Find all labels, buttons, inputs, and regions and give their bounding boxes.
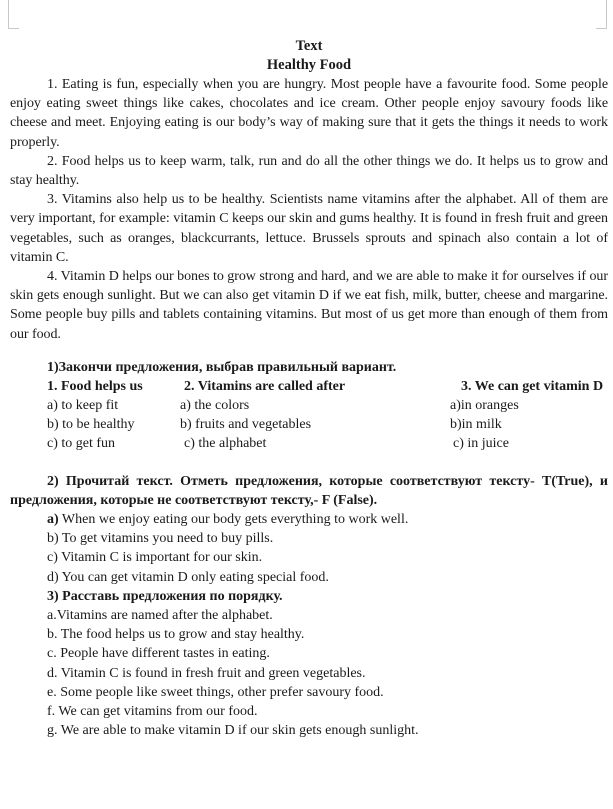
item-text: You can get vitamin D only eating special food. — [58, 569, 329, 585]
list-item: g. We are able to make vitamin D if our skin gets enough sunlight. — [47, 723, 419, 739]
list-item: f. We can get vitamins from our food. — [47, 704, 258, 720]
item-letter: b) — [47, 531, 59, 547]
section-label: Text — [295, 38, 323, 54]
item-text: Vitamin C is important for our skin. — [57, 550, 263, 566]
paragraph-4: 4. Vitamin D helps our bones to grow strong and hard, and we are able to make it for ourselves if our skin gets enough sunlight. But we can also get vitamin D if we eat fish, milk, butter, cheese and margarine. Some people buy pills and tablets containing vitamins. But most of us get more than enough of them from our food. — [10, 269, 608, 342]
document-page — [10, 37, 608, 741]
page-title: Healthy Food — [266, 57, 352, 73]
item-text: To get vitamins you need to buy pills. — [58, 531, 274, 547]
item-letter: c) — [47, 550, 58, 566]
list-item: e. Some people like sweet things, other prefer savoury food. — [47, 684, 384, 700]
task1-option: b)in milk — [450, 417, 502, 433]
task1-option: c) the alphabet — [184, 436, 267, 452]
task1-option: a) the colors — [180, 398, 250, 414]
list-item: b. The food helps us to grow and stay healthy. — [47, 627, 305, 643]
item-text: When we enjoy eating our body gets everything to work well. — [58, 512, 409, 528]
paragraph-1: 1. Eating is fun, especially when you are hungry. Most people have a favourite food. Some people enjoy eating sweet things like cakes, chocolates and ice cream. Other people enjoy savoury foods like cheese and meet. Enjoying eating is our body’s way of making sure that it gets the things it needs to work properly. — [10, 77, 608, 150]
list-item: c. People have different tastes in eating. — [47, 646, 270, 662]
list-item: d. Vitamin C is found in fresh fruit and green vegetables. — [47, 665, 366, 681]
paragraph-3: 3. Vitamins also help us to be healthy. Scientists name vitamins after the alphabet. All of them are very important, for example: vitamin C keeps our skin and gums healthy. It is found in fresh fruit and green vegetables, such as oranges, blackcurrants, lettuce. Brussels sprouts and spinach also contain a lot of vitamin C. — [10, 192, 608, 265]
task1-option: a)in oranges — [450, 398, 519, 414]
list-item — [47, 548, 608, 567]
list-item: a.Vitamins are named after the alphabet. — [47, 608, 273, 624]
task1-option: b) to be healthy — [47, 417, 135, 433]
list-item — [47, 529, 608, 548]
task1-heading: 1)Закончи предложения, выбрав правильный вариант. — [47, 359, 397, 375]
page-corner-right — [596, 0, 607, 29]
item-letter: a) — [47, 512, 59, 528]
task1-col2-head: 2. Vitamins are called after — [184, 378, 346, 394]
task1-options-grid — [47, 377, 608, 454]
task1-col3-head: 3. We can get vitamin D — [461, 378, 604, 394]
task1-option: b) fruits and vegetables — [180, 417, 312, 433]
list-item — [47, 510, 608, 529]
task1-option: a) to keep fit — [47, 398, 119, 414]
paragraph-2: 2. Food helps us to keep warm, talk, run and do all the other things we do. It helps us to grow and stay healthy. — [10, 153, 608, 189]
task1-col1-head: 1. Food helps us — [47, 378, 143, 394]
item-letter: d) — [47, 569, 59, 585]
task2-list — [47, 510, 608, 740]
page-corner-left — [8, 0, 19, 29]
list-item — [47, 568, 608, 587]
task1-option: c) in juice — [453, 436, 509, 452]
task2-heading: 2) Прочитай текст. Отметь предложения, которые соответствуют тексту- T(True), и предложения, которые не соответствуют тексту,- F (False). — [10, 473, 608, 508]
task3-heading: 3) Расставь предложения по порядку. — [47, 588, 283, 604]
task1-option: c) to get fun — [47, 436, 116, 452]
